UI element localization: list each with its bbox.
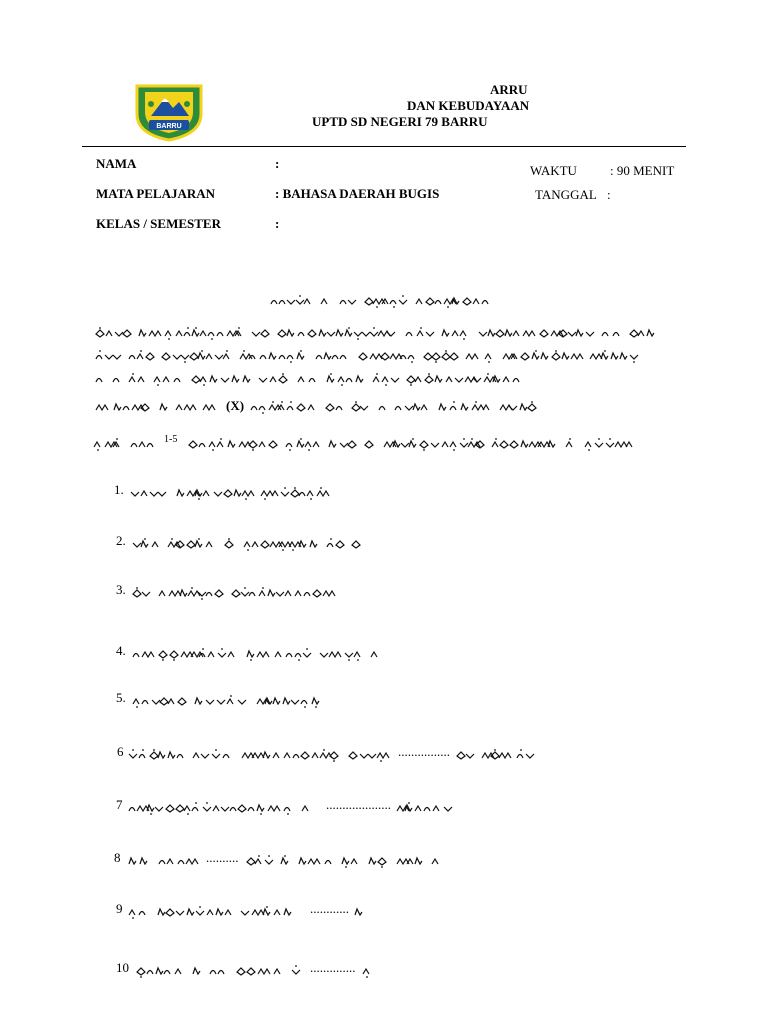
lontara-script-glyphs (132, 694, 330, 708)
question-9-text-b (354, 905, 368, 919)
question-10-text-a (136, 964, 306, 978)
range-text: 1-5 (164, 434, 178, 445)
nama-colon: : (275, 156, 280, 171)
choice-mark: (X) (226, 398, 245, 413)
lontara-script-glyphs (132, 586, 352, 600)
question-4-text (132, 647, 394, 661)
lontara-script-glyphs (128, 801, 322, 815)
nama-label: NAMA (96, 156, 137, 171)
lontara-script-glyphs (354, 905, 368, 919)
question-10-text-b (362, 964, 376, 978)
lontara-script-glyphs (188, 437, 648, 451)
lontara-reading-title (270, 294, 502, 308)
lontara-script-glyphs (250, 400, 550, 414)
question-1-number: 1. (114, 482, 124, 497)
mapel-label: MATA PELAJARAN (96, 186, 216, 201)
lontara-script-glyphs (95, 372, 533, 386)
lontara-instruction-1a (95, 400, 223, 414)
question-7-text-b (396, 801, 466, 815)
question-9-text-a (128, 905, 304, 919)
mapel-value: : BAHASA DAERAH BUGIS (275, 186, 440, 201)
header-line-3: UPTD SD NEGERI 79 BARRU (312, 114, 488, 129)
barru-logo (131, 80, 207, 142)
question-3-number: 3. (116, 582, 126, 597)
lontara-paragraph-line-1 (95, 326, 661, 340)
lontara-script-glyphs (136, 964, 306, 978)
question-2-number: 2. (116, 533, 126, 548)
lontara-script-glyphs (128, 905, 304, 919)
question-10-blank: .............. (310, 960, 356, 975)
question-4-number: 4. (116, 643, 126, 658)
question-3-text (132, 586, 352, 600)
question-7-blank: .................... (326, 797, 391, 812)
question-9-blank: ............ (310, 901, 349, 916)
question-2-text (132, 537, 372, 551)
lontara-script-glyphs (456, 748, 540, 762)
question-7-text-a (128, 801, 322, 815)
lontara-script-glyphs (130, 486, 338, 500)
question-8-blank: .......... (206, 850, 239, 865)
question-10-number: 10 (116, 960, 129, 975)
lontara-script-glyphs (362, 964, 376, 978)
question-6-number: 6 (117, 744, 124, 759)
lontara-instruction-2a (93, 437, 161, 451)
waktu-value: : 90 MENIT (610, 163, 675, 178)
lontara-script-glyphs (128, 854, 200, 868)
lontara-script-glyphs (396, 801, 466, 815)
question-9-number: 9 (116, 901, 123, 916)
lontara-script-glyphs (95, 326, 661, 340)
kelas-label: KELAS / SEMESTER (96, 216, 221, 231)
question-8-text-a (128, 854, 200, 868)
question-6-text-b (456, 748, 540, 762)
lontara-script-glyphs (246, 854, 446, 868)
question-8-text-b (246, 854, 446, 868)
question-7-number: 7 (116, 797, 123, 812)
header-divider (82, 146, 686, 147)
question-5-text (132, 694, 330, 708)
question-1-text (130, 486, 338, 500)
kelas-colon: : (275, 216, 280, 231)
lontara-script-glyphs (95, 349, 661, 363)
waktu-label: WAKTU (530, 163, 577, 178)
lontara-script-glyphs (132, 537, 372, 551)
question-8-number: 8 (114, 850, 121, 865)
lontara-instruction-1b (250, 400, 550, 414)
lontara-script-glyphs (95, 400, 223, 414)
header-line-2: DAN KEBUDAYAAN (407, 98, 530, 113)
lontara-script-glyphs (128, 748, 396, 762)
lontara-paragraph-line-3 (95, 372, 533, 386)
logo-text: BARRU (156, 123, 182, 130)
question-5-number: 5. (116, 690, 126, 705)
lontara-instruction-2b (188, 437, 648, 451)
question-6-blank: ................ (398, 744, 450, 759)
tanggal-label: TANGGAL (535, 187, 597, 202)
question-6-text-a (128, 748, 396, 762)
lontara-script-glyphs (270, 294, 502, 308)
header-line-1: ARRU (490, 82, 528, 97)
lontara-paragraph-line-2 (95, 349, 661, 363)
tanggal-colon: : (607, 187, 611, 202)
lontara-script-glyphs (93, 437, 161, 451)
lontara-script-glyphs (132, 647, 394, 661)
